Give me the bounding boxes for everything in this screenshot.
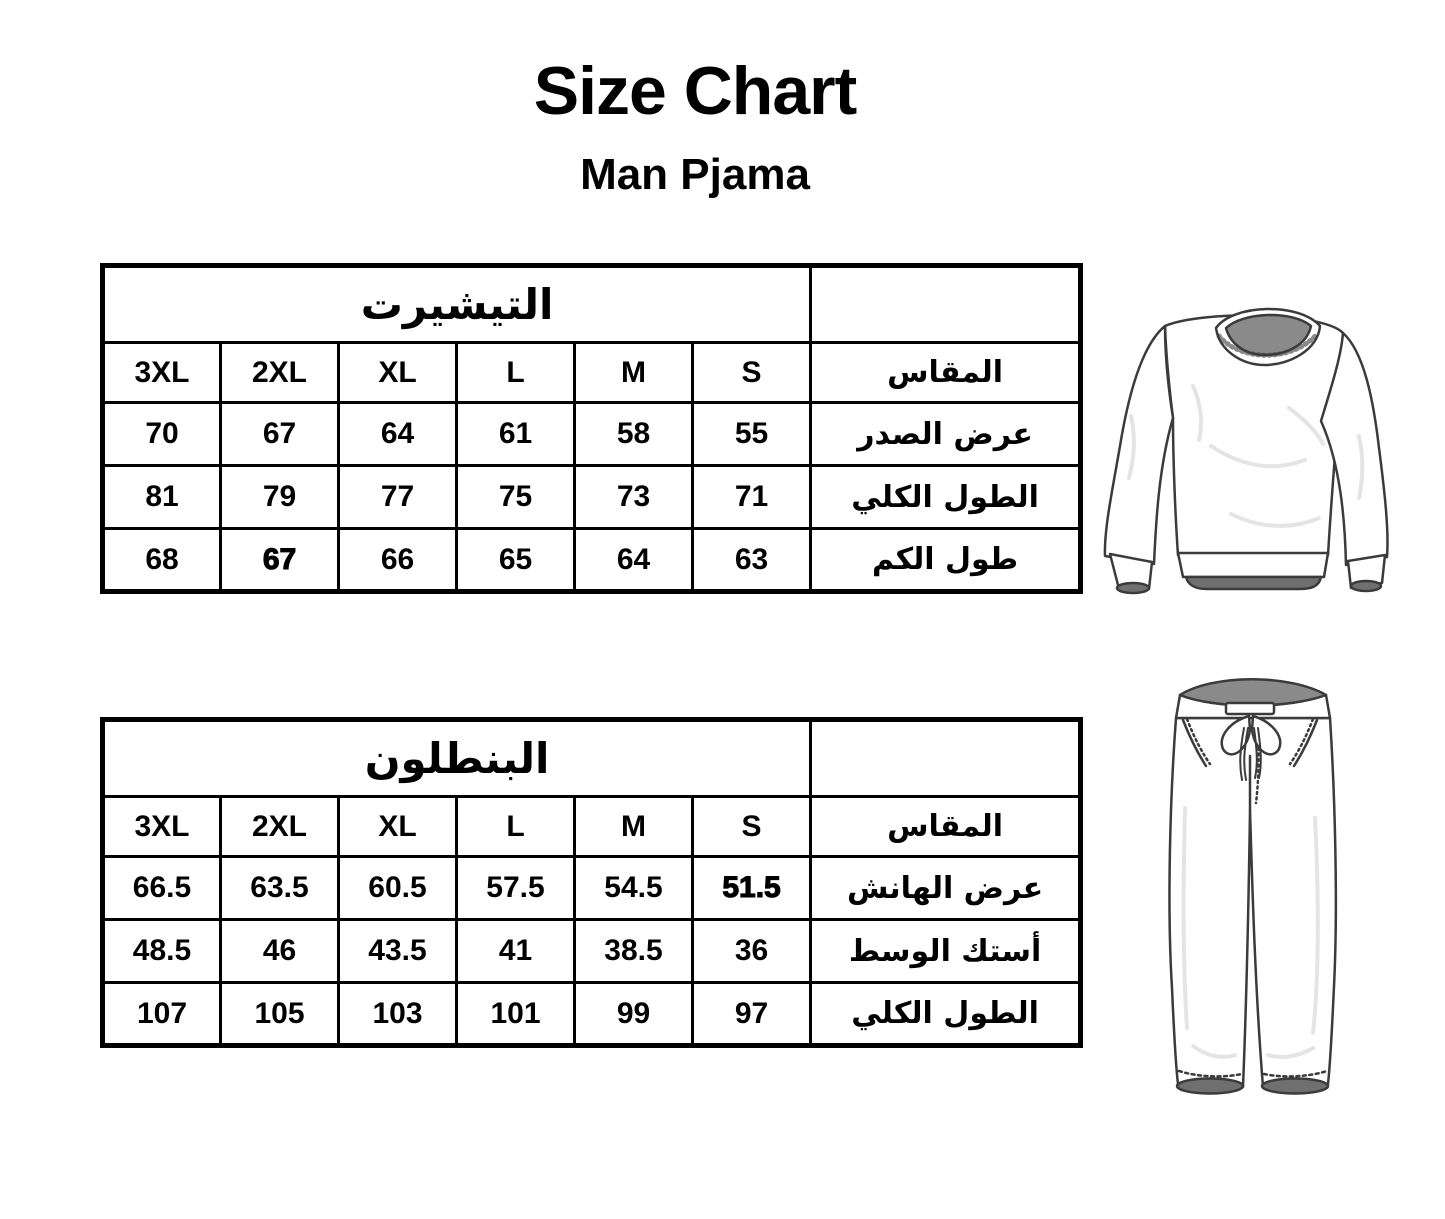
value-cell: 67 xyxy=(221,529,339,592)
pants-legs xyxy=(1169,718,1335,1087)
sweatshirt-illustration xyxy=(1093,296,1393,611)
value-cell: 77 xyxy=(339,466,457,529)
value-cell: 64 xyxy=(339,403,457,466)
size-column-header: S xyxy=(693,797,811,857)
page-title: Size Chart xyxy=(533,53,857,129)
value-cell: 54.5 xyxy=(575,857,693,920)
value-cell: 38.5 xyxy=(575,920,693,983)
value-cell: 43.5 xyxy=(339,920,457,983)
table-row xyxy=(103,797,1081,857)
size-column-header: 2XL xyxy=(221,797,339,857)
corner-cell xyxy=(811,720,1081,797)
value-cell: 64 xyxy=(575,529,693,592)
size-column-header: M xyxy=(575,797,693,857)
value-cell: 63 xyxy=(693,529,811,592)
table-row xyxy=(103,920,1081,983)
value-cell: 81 xyxy=(103,466,221,529)
value-cell: 36 xyxy=(693,920,811,983)
value-cell: 97 xyxy=(693,983,811,1046)
pants-size-table xyxy=(100,717,1083,1048)
pants-hems xyxy=(1177,1071,1328,1094)
measure-header: المقاس xyxy=(811,797,1081,857)
value-cell: 75 xyxy=(457,466,575,529)
table-row xyxy=(103,466,1081,529)
row-label: الطول الكلي xyxy=(811,983,1081,1046)
value-cell: 73 xyxy=(575,466,693,529)
value-cell: 79 xyxy=(221,466,339,529)
value-cell: 65 xyxy=(457,529,575,592)
value-cell: 68 xyxy=(103,529,221,592)
size-column-header: 3XL xyxy=(103,343,221,403)
size-column-header: S xyxy=(693,343,811,403)
value-cell: 51.5 xyxy=(693,857,811,920)
value-cell: 101 xyxy=(457,983,575,1046)
value-cell: 61 xyxy=(457,403,575,466)
value-cell: 58 xyxy=(575,403,693,466)
size-column-header: XL xyxy=(339,343,457,403)
tshirt-size-table xyxy=(100,263,1083,594)
row-label: طول الكم xyxy=(811,529,1081,592)
value-cell: 67 xyxy=(221,403,339,466)
tshirt-table-title: التيشيرت xyxy=(103,266,811,343)
value-cell: 66 xyxy=(339,529,457,592)
table-row xyxy=(103,403,1081,466)
size-column-header: L xyxy=(457,343,575,403)
value-cell: 60.5 xyxy=(339,857,457,920)
row-label: عرض الهانش xyxy=(811,857,1081,920)
row-label: الطول الكلي xyxy=(811,466,1081,529)
table-row xyxy=(103,720,1081,797)
value-cell: 105 xyxy=(221,983,339,1046)
sweatshirt-hem xyxy=(1178,553,1328,589)
size-column-header: 3XL xyxy=(103,797,221,857)
table-row xyxy=(103,266,1081,343)
page-subtitle: Man Pjama xyxy=(580,150,810,199)
row-label: عرض الصدر xyxy=(811,403,1081,466)
value-cell: 63.5 xyxy=(221,857,339,920)
value-cell: 103 xyxy=(339,983,457,1046)
table-row xyxy=(103,857,1081,920)
size-column-header: XL xyxy=(339,797,457,857)
row-label: أستك الوسط xyxy=(811,920,1081,983)
corner-cell xyxy=(811,266,1081,343)
table-row xyxy=(103,983,1081,1046)
measure-header: المقاس xyxy=(811,343,1081,403)
value-cell: 48.5 xyxy=(103,920,221,983)
pants-table-title: البنطلون xyxy=(103,720,811,797)
value-cell: 46 xyxy=(221,920,339,983)
table-row xyxy=(103,529,1081,592)
value-cell: 66.5 xyxy=(103,857,221,920)
value-cell: 107 xyxy=(103,983,221,1046)
size-column-header: L xyxy=(457,797,575,857)
value-cell: 71 xyxy=(693,466,811,529)
value-cell: 41 xyxy=(457,920,575,983)
size-column-header: M xyxy=(575,343,693,403)
value-cell: 55 xyxy=(693,403,811,466)
pants-illustration xyxy=(1163,668,1338,1103)
value-cell: 99 xyxy=(575,983,693,1046)
table-row xyxy=(103,343,1081,403)
sweatshirt-sleeve-left xyxy=(1105,326,1173,593)
value-cell: 57.5 xyxy=(457,857,575,920)
value-cell: 70 xyxy=(103,403,221,466)
size-column-header: 2XL xyxy=(221,343,339,403)
